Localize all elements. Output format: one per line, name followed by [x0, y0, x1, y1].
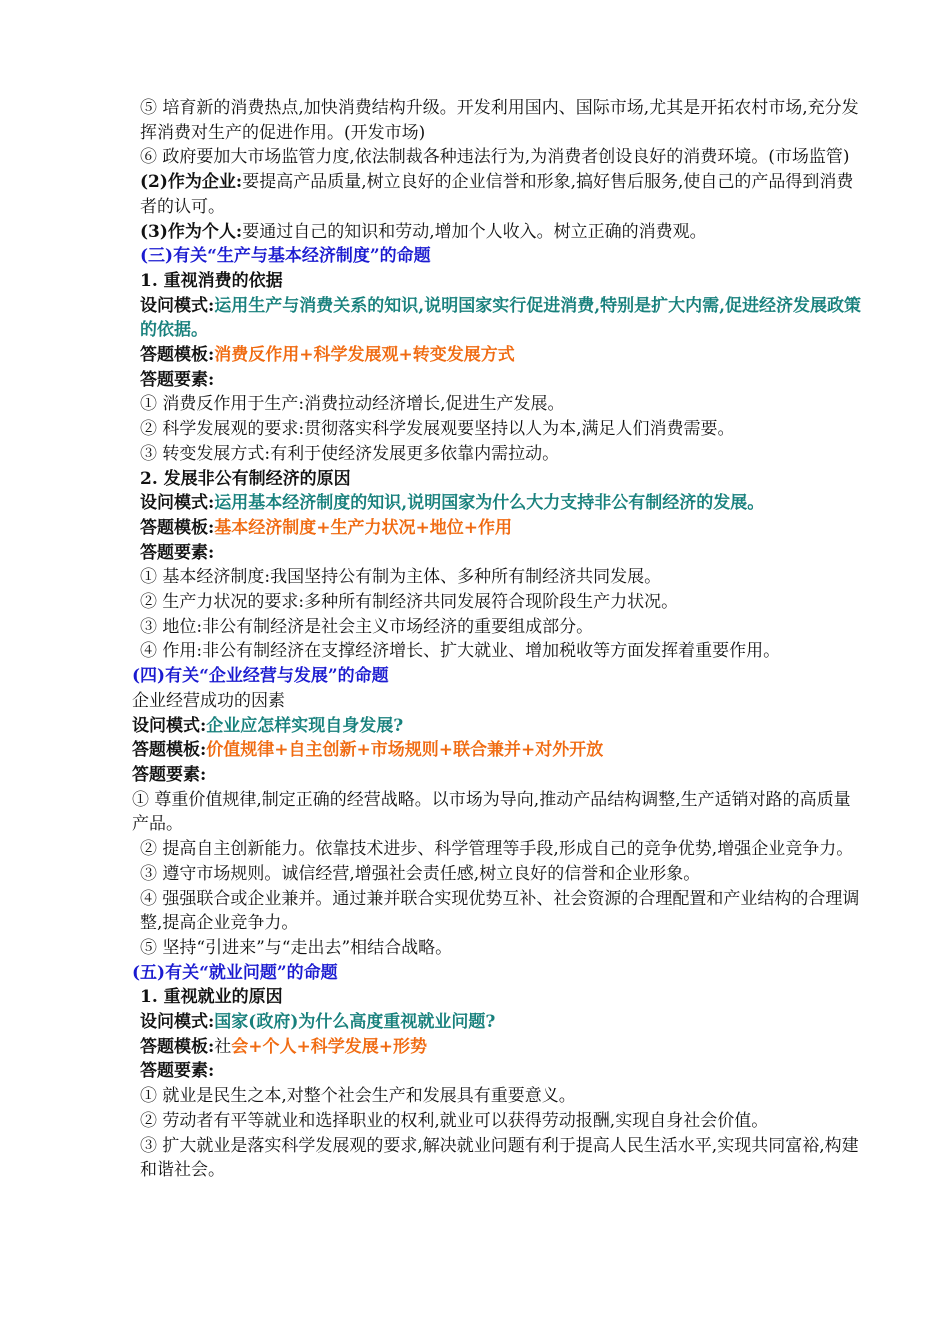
template-label: 答题模板: [132, 740, 207, 761]
list-item: ⑤ 坚持“引进来”与“走出去”相结合战略。 [140, 937, 453, 958]
s4-title: 企业经营成功的因素 [132, 690, 285, 711]
s4-elements-label: 答题要素: [132, 764, 207, 785]
section-3-heading: (三)有关“生产与基本经济制度”的命题 [140, 246, 431, 267]
s5-template [92, 1035, 866, 1060]
s5-elements-label: 答题要素: [140, 1061, 215, 1082]
s3-1-template [92, 343, 866, 368]
text-as-enterprise: 要提高产品质量,树立良好的企业信誉和形象,搞好售后服务,使自己的产品得到消费者的认可。 [140, 172, 854, 217]
question-label: 设问模式: [140, 1012, 215, 1033]
s5-title: 1. 重视就业的原因 [140, 987, 283, 1008]
template-label: 答题模板: [140, 517, 215, 538]
list-item: ③ 扩大就业是落实科学发展观的要求,解决就业问题有利于提高人民生活水平,实现共同富裕,构建和谐社会。 [140, 1135, 859, 1181]
list-item: ③ 地位:非公有制经济是社会主义市场经济的重要组成部分。 [140, 616, 594, 637]
s3-1-title: 1. 重视消费的依据 [140, 270, 283, 291]
question-label: 设问模式: [140, 493, 215, 514]
list-item: ① 基本经济制度:我国坚持公有制为主体、多种所有制经济共同发展。 [140, 567, 662, 588]
paragraph-as-individual [92, 220, 866, 245]
list-item: ④ 作用:非公有制经济在支撑经济增长、扩大就业、增加税收等方面发挥着重要作用。 [140, 641, 781, 662]
s5-question [92, 1010, 866, 1035]
list-item: ③ 转变发展方式:有利于使经济发展更多依靠内需拉动。 [140, 443, 560, 464]
s4-template [92, 738, 866, 763]
template-label: 答题模板: [140, 1036, 215, 1057]
paragraph-develop-market: ⑤ 培育新的消费热点,加快消费结构升级。开发利用国内、国际市场,尤其是开拓农村市场,充分发挥消费对生产的促进作用。(开发市场) [140, 98, 859, 143]
list-item: ② 生产力状况的要求:多种所有制经济共同发展符合现阶段生产力状况。 [140, 592, 679, 613]
section-5-heading: (五)有关“就业问题”的命题 [132, 962, 338, 983]
s3-2-template [92, 516, 866, 541]
label-as-individual: (3)作为个人: [140, 221, 243, 242]
template-label: 答题模板: [140, 345, 215, 366]
list-item: ② 劳动者有平等就业和选择职业的权利,就业可以获得劳动报酬,实现自身社会价值。 [140, 1110, 769, 1131]
template-text: 会+个人+科学发展+形势 [231, 1036, 428, 1057]
question-label: 设问模式: [140, 295, 215, 316]
list-item: ① 就业是民生之本,对整个社会生产和发展具有重要意义。 [140, 1086, 576, 1107]
template-text: 消费反作用+科学发展观+转变发展方式 [214, 345, 515, 366]
question-text: 国家(政府)为什么高度重视就业问题? [214, 1012, 496, 1033]
label-as-enterprise: (2)作为企业: [140, 172, 243, 193]
list-item: ② 科学发展观的要求:贯彻落实科学发展观要坚持以人为本,满足人们消费需要。 [140, 419, 735, 440]
template-prefix: 社 [214, 1036, 232, 1057]
question-text: 企业应怎样实现自身发展? [206, 715, 404, 736]
list-item: ③ 遵守市场规则。诚信经营,增强社会责任感,树立良好的信誉和企业形象。 [140, 863, 701, 884]
list-item: ④ 强强联合或企业兼并。通过兼并联合实现优势互补、社会资源的合理配置和产业结构的合理调整,提高企业竞争力。 [140, 888, 860, 934]
template-text: 基本经济制度+生产力状况+地位+作用 [214, 517, 513, 538]
section-4-heading: (四)有关“企业经营与发展”的命题 [132, 666, 389, 687]
paragraph-as-enterprise [92, 170, 866, 219]
list-item: ① 尊重价值规律,制定正确的经营战略。以市场为导向,推动产品结构调整,生产适销对路的高质量产品。 [132, 789, 851, 835]
question-text: 运用基本经济制度的知识,说明国家为什么大力支持非公有制经济的发展。 [214, 493, 765, 514]
list-item: ② 提高自主创新能力。依靠技术进步、科学管理等手段,形成自己的竞争优势,增强企业竞争力。 [140, 839, 854, 860]
s3-2-question [92, 491, 866, 516]
question-text: 运用生产与消费关系的知识,说明国家实行促进消费,特别是扩大内需,促进经济发展政策的依据。 [140, 295, 862, 341]
s4-question [92, 714, 866, 739]
template-text: 价值规律+自主创新+市场规则+联合兼并+对外开放 [206, 740, 604, 761]
text-as-individual: 要通过自己的知识和劳动,增加个人收入。树立正确的消费观。 [242, 221, 707, 242]
s3-2-title: 2. 发展非公有制经济的原因 [140, 468, 351, 489]
question-label: 设问模式: [132, 715, 207, 736]
list-item: ① 消费反作用于生产:消费拉动经济增长,促进生产发展。 [140, 394, 565, 415]
s3-1-question [92, 294, 866, 343]
s3-1-elements-label: 答题要素: [140, 369, 215, 390]
s3-2-elements-label: 答题要素: [140, 542, 215, 563]
paragraph-market-supervision: ⑥ 政府要加大市场监管力度,依法制裁各种违法行为,为消费者创设良好的消费环境。(市场监管) [140, 147, 850, 168]
document-body [92, 96, 866, 1183]
